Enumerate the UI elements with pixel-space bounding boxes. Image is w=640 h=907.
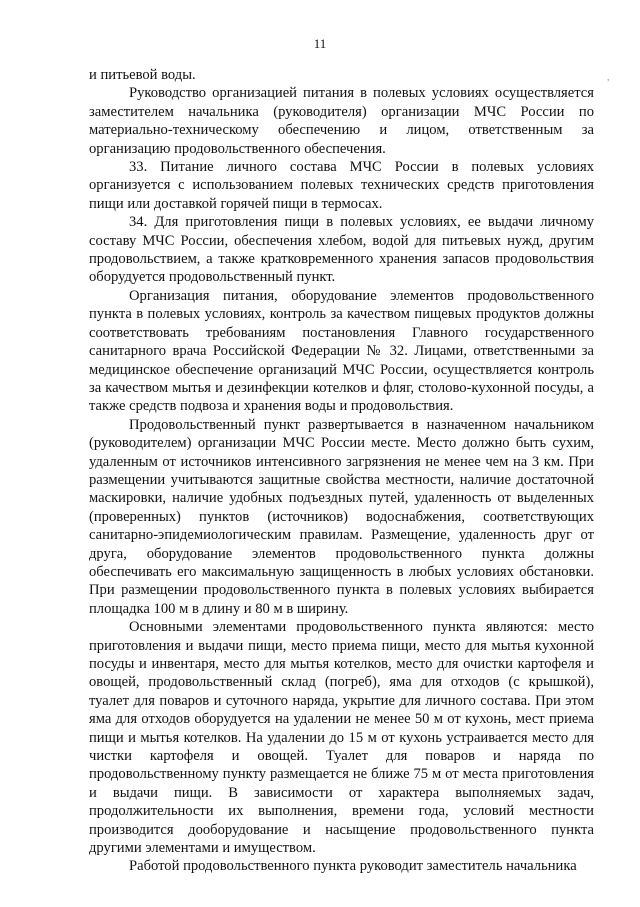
paragraph: Работой продовольственного пункта руководит заместитель начальника [129, 858, 577, 875]
paragraph: 33. Питание личного состава МЧС России в полевых условиях организуется с использованием полевых технических средств приготовления пищи или доставкой горячей пищи в термосах. [89, 159, 594, 212]
paragraph: Продовольственный пункт развертывается в назначенном начальником (руководителем) организации МЧС России месте. Место должно быть сухим, удаленным от источников интенсивного загрязнения не менее чем на 3 км. При размещении учитываются защитные свойства местности, наличие достаточной маскировки, наличие удобных подъездных путей, удаленность от выделенных (проверенных) пунктов (источников) водоснабжения, соответствующих санитарно-эпидемиологическим правилам. Размещение, удаленность друг от друга, оборудование элементов продовольственного пункта должны обеспечивать его максимальную защищенность в любых условиях обстановки. При размещении продовольственного пункта в полевых условиях выбирается площадка 100 м в длину и 80 м в ширину. [89, 416, 594, 617]
paragraph: 34. Для приготовления пищи в полевых условиях, ее выдачи личному составу МЧС России, обеспечения хлебом, водой для питьевых нужд, другим продовольствием, а также кратковременного хранения запасов продовольствия оборудуется продовольственный пункт. [89, 214, 594, 286]
paragraph: Организация питания, оборудование элементов продовольственного пункта в полевых условиях, контроль за качеством пищевых продуктов должны соответствовать требованиям постановления Главного государственного санитарного врача Российской Федерации № 32. Лицами, ответственными за медицинское обеспечение организаций МЧС России, осуществляется контроль за качеством мытья и дезинфекции котелков и фляг, столово-кухонной посуды, а также средств подвоза и хранения воды и продовольствия. [89, 287, 594, 415]
paragraph: Руководство организацией питания в полевых условиях осуществляется заместителем начальника (руководителя) организации МЧС России по материально-техническому обеспечению и лицом, ответственным за организацию продовольственного обеспечения. [89, 85, 594, 157]
page-number: 11 [313, 36, 327, 51]
paragraph: и питьевой воды. [89, 67, 196, 83]
scan-artifact-mark: , [607, 72, 610, 83]
paragraph: Основными элементами продовольственного пункта являются: место приготовления и выдачи пищи, место приема пищи, место для мытья кухонной посуды и инвентаря, место для мытья котелков, место для очистки картофеля и овощей, продовольственный склад (погреб), яма для отходов (с крышкой), туалет для поваров и суточного наряда, укрытие для личного состава. При этом яма для отходов оборудуется на удалении не менее 50 м от кухонь, мест приема пищи и мытья котелков. На удалении до 15 м от кухонь устраивается место для чистки картофеля и овощей. Туалет для поваров и наряда по продовольственному пункту размещается не ближе 75 м от места приготовления и выдачи пищи. В зависимости от характера выполняемых задач, продолжительности их выполнения, времени года, условий местности производится дооборудование и насыщение продовольственного пункта другими элементами и имуществом. [89, 619, 594, 857]
document-body [89, 66, 594, 876]
